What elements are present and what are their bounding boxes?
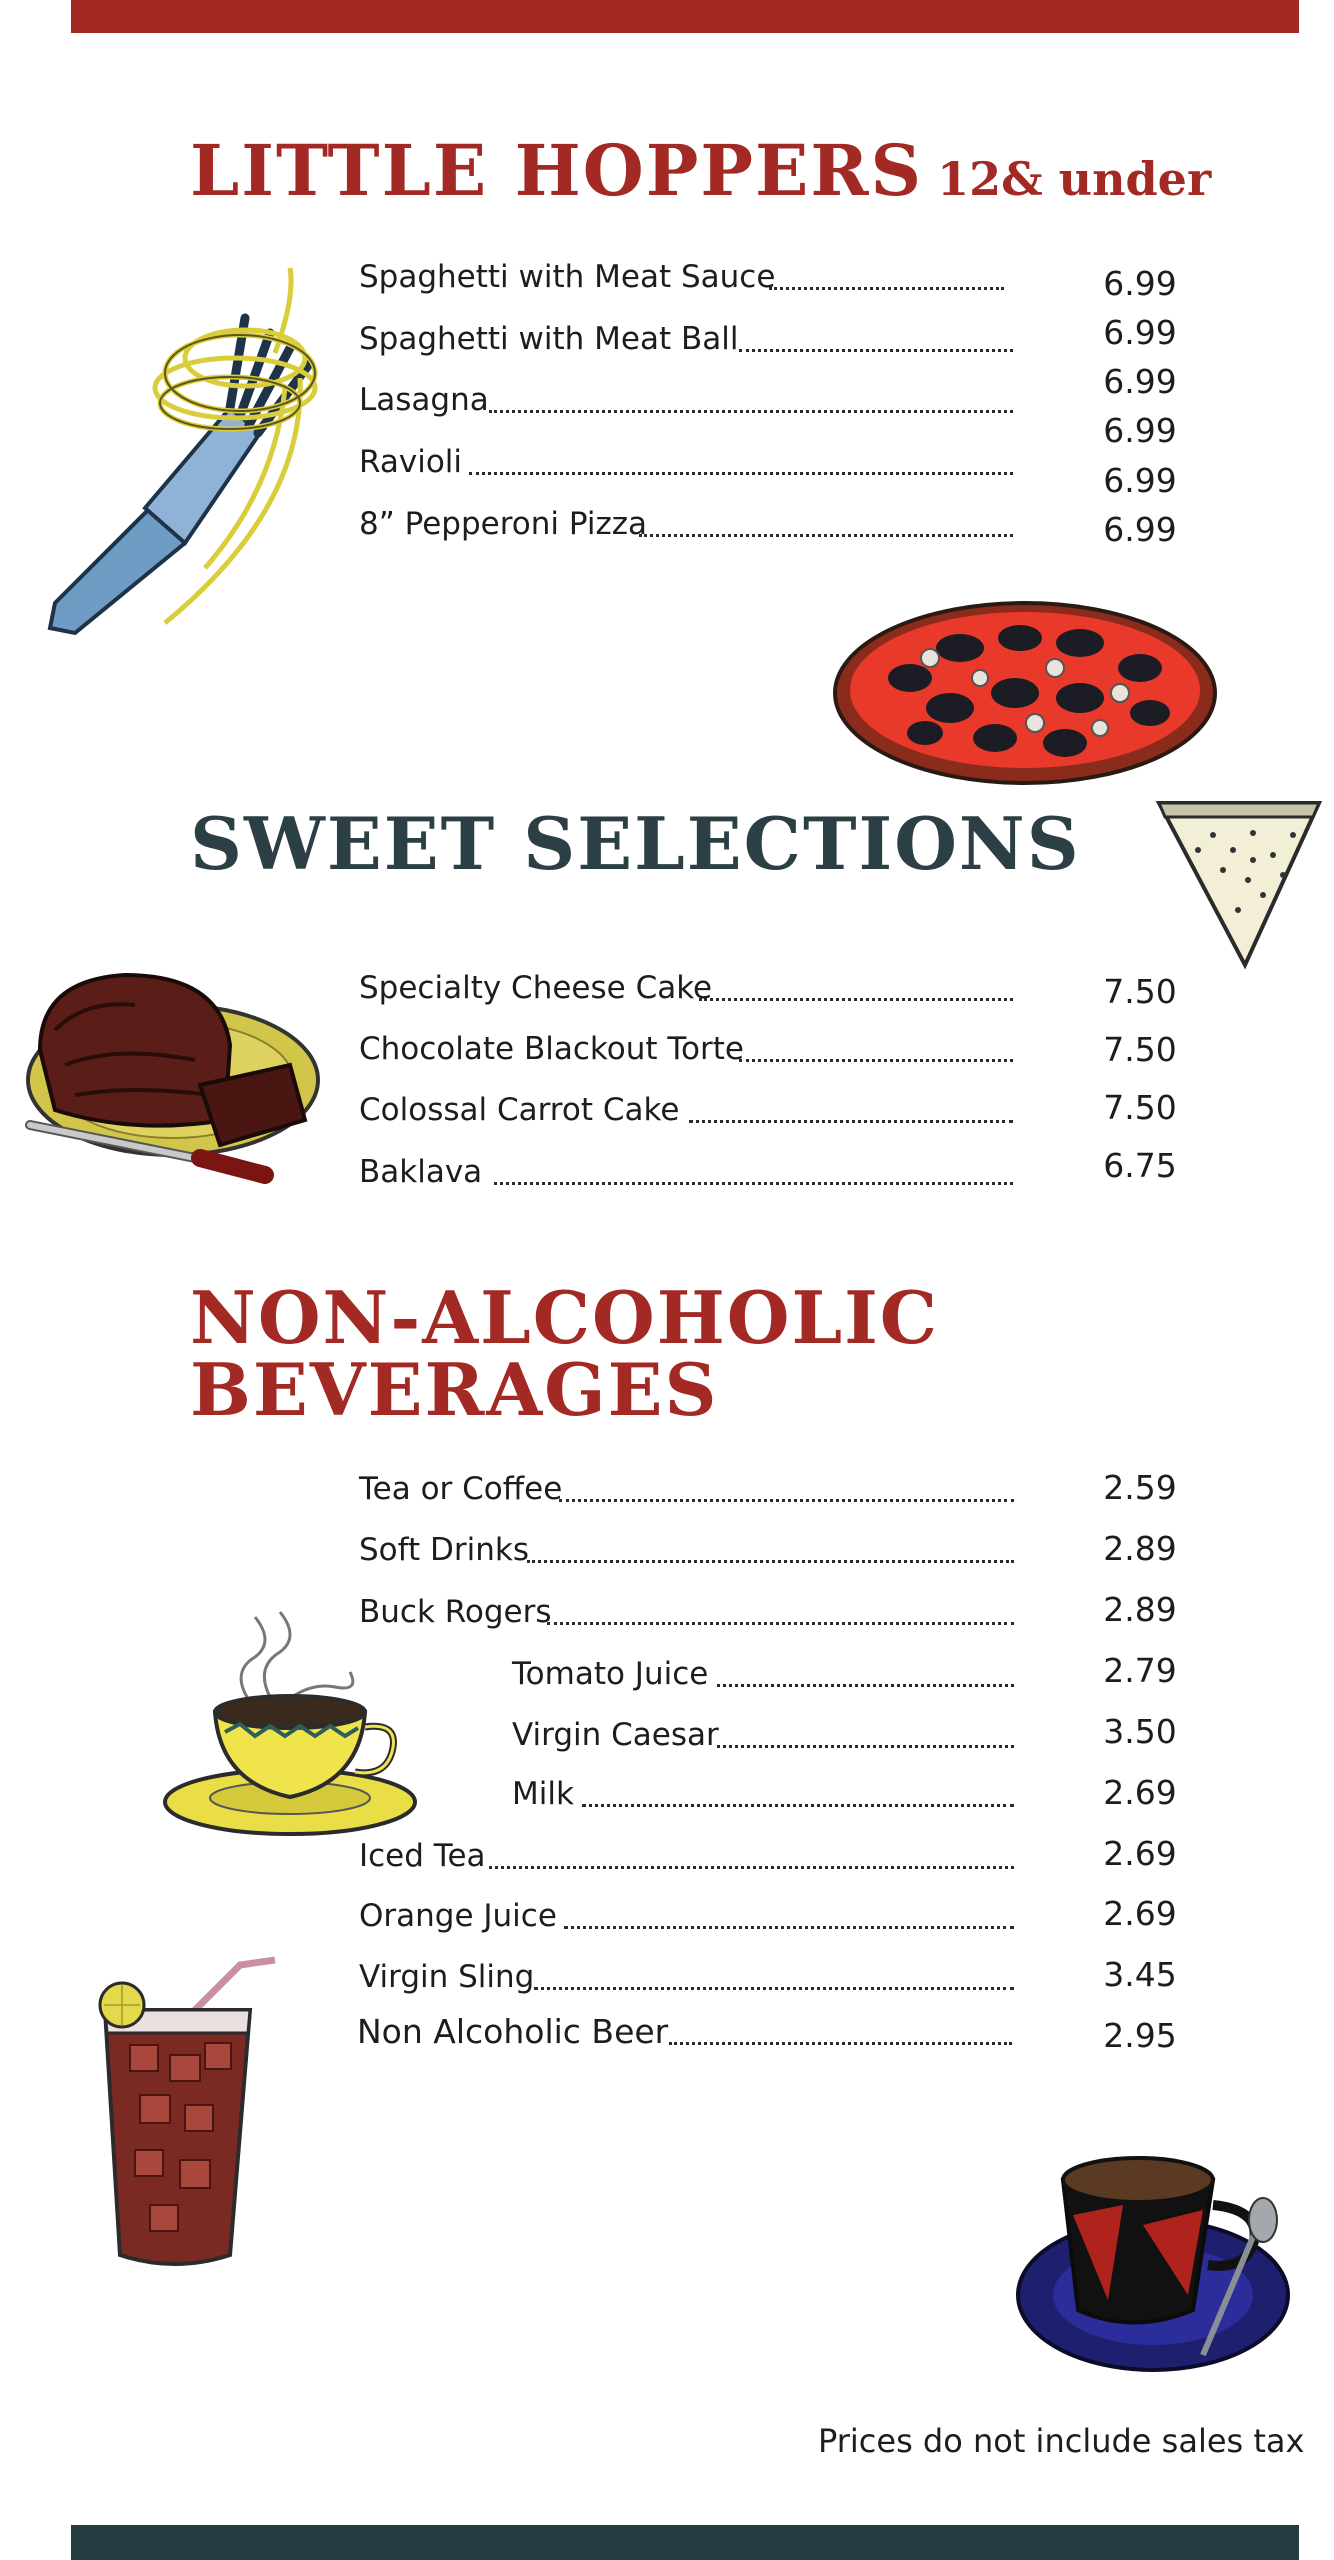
- menu-item-name: Lasagna: [359, 382, 489, 418]
- menu-item-name: Virgin Sling: [359, 1959, 535, 1995]
- teacup-icon: [160, 1602, 420, 1842]
- menu-item: [359, 1834, 1014, 1878]
- menu-item-price: 6.99: [1103, 461, 1177, 500]
- dot-leader: [582, 1801, 1014, 1807]
- menu-item-price: 2.89: [1103, 1529, 1177, 1568]
- menu-item: [359, 1467, 1014, 1511]
- bottom-accent-bar: [71, 2525, 1299, 2560]
- menu-item-price: 2.95: [1103, 2016, 1177, 2055]
- dot-leader: [564, 1923, 1014, 1929]
- dot-leader: [717, 1681, 1014, 1687]
- menu-item-price: 6.75: [1103, 1146, 1177, 1185]
- menu-item: [359, 317, 1013, 361]
- menu-item-name: Virgin Caesar: [512, 1717, 719, 1753]
- menu-item-name: Colossal Carrot Cake: [359, 1092, 680, 1128]
- coffee-mug-icon: [1013, 2135, 1303, 2375]
- section-title-beverages: [190, 1275, 940, 1432]
- dot-leader: [527, 1557, 1014, 1563]
- dot-leader: [739, 346, 1013, 352]
- dot-leader: [534, 1984, 1014, 1990]
- menu-item-price: 6.99: [1103, 313, 1177, 352]
- dot-leader: [689, 1117, 1013, 1123]
- top-accent-bar: [71, 0, 1299, 33]
- menu-item-name: Buck Rogers: [359, 1594, 552, 1630]
- dot-leader: [559, 1496, 1014, 1502]
- spaghetti-fork-icon: [35, 258, 325, 638]
- menu-item: [359, 1590, 1014, 1634]
- section-title-line: BEVERAGES: [190, 1347, 719, 1432]
- menu-item-price: 2.59: [1103, 1468, 1177, 1507]
- menu-item: [359, 1150, 1013, 1194]
- menu-item: [359, 1528, 1014, 1572]
- menu-item: [359, 255, 1004, 299]
- menu-item: [359, 1955, 1014, 1999]
- dot-leader: [717, 1742, 1014, 1748]
- menu-item: [512, 1652, 1014, 1696]
- menu-item-name: Specialty Cheese Cake: [359, 970, 713, 1006]
- dot-leader: [489, 1863, 1014, 1869]
- section-title-text: LITTLE HOPPERS: [190, 129, 924, 212]
- menu-item: [512, 1772, 1014, 1816]
- menu-item: [359, 1088, 1013, 1132]
- menu-item-price: 3.45: [1103, 1955, 1177, 1994]
- menu-item-name: Iced Tea: [359, 1838, 486, 1874]
- menu-item-name: Milk: [512, 1776, 574, 1812]
- menu-item-price: 7.50: [1103, 1088, 1177, 1127]
- dot-leader: [739, 1056, 1013, 1062]
- section-subtitle-age: 12& under: [937, 152, 1212, 206]
- menu-item-price: 7.50: [1103, 972, 1177, 1011]
- menu-item: [359, 440, 1013, 484]
- menu-item: [512, 1713, 1014, 1757]
- dot-leader: [494, 1179, 1013, 1185]
- menu-item-name: Tea or Coffee: [359, 1471, 563, 1507]
- menu-item: [359, 966, 1013, 1010]
- menu-item-price: 2.69: [1103, 1834, 1177, 1873]
- menu-item-price: 2.69: [1103, 1894, 1177, 1933]
- chocolate-cake-icon: [25, 970, 325, 1195]
- menu-item-name: Tomato Juice: [512, 1656, 709, 1692]
- section-title-sweet-selections: SWEET SELECTIONS: [190, 801, 1081, 886]
- section-title-line: NON-ALCOHOLIC: [190, 1275, 940, 1360]
- menu-item: [359, 502, 1013, 546]
- menu-item-name: Soft Drinks: [359, 1532, 530, 1568]
- dot-leader: [489, 407, 1013, 413]
- iced-tea-glass-icon: [90, 1955, 290, 2270]
- dot-leader: [699, 995, 1013, 1001]
- menu-item-price: 2.79: [1103, 1651, 1177, 1690]
- sales-tax-note: Prices do not include sales tax: [818, 2422, 1305, 2460]
- menu-item-name: Non Alcoholic Beer: [357, 2012, 669, 2051]
- cheesecake-slice-icon: [1153, 795, 1325, 970]
- menu-item-price: 7.50: [1103, 1030, 1177, 1069]
- menu-item: [359, 378, 1013, 422]
- menu-item-name: Spaghetti with Meat Ball: [359, 321, 739, 357]
- menu-item-price: 2.69: [1103, 1773, 1177, 1812]
- pizza-icon: [830, 598, 1220, 788]
- menu-item-price: 6.99: [1103, 510, 1177, 549]
- menu-item-name: Baklava: [359, 1154, 483, 1190]
- menu-item-name: Chocolate Blackout Torte: [359, 1031, 744, 1067]
- menu-item-price: 6.99: [1103, 264, 1177, 303]
- menu-item-name: Orange Juice: [359, 1898, 557, 1934]
- dot-leader: [669, 2039, 1012, 2045]
- dot-leader: [469, 469, 1013, 475]
- menu-item-name: Ravioli: [359, 444, 463, 480]
- menu-item: [357, 2010, 1012, 2054]
- dot-leader: [639, 531, 1013, 537]
- menu-item-price: 2.89: [1103, 1590, 1177, 1629]
- menu-item-name: 8” Pepperoni Pizza: [359, 506, 648, 542]
- dot-leader: [547, 1619, 1014, 1625]
- menu-item: [359, 1894, 1014, 1938]
- menu-item: [359, 1027, 1013, 1071]
- menu-item-price: 3.50: [1103, 1712, 1177, 1751]
- menu-item-price: 6.99: [1103, 411, 1177, 450]
- menu-item-name: Spaghetti with Meat Sauce: [359, 259, 776, 295]
- section-title-little-hoppers: [190, 129, 1212, 212]
- dot-leader: [769, 284, 1004, 290]
- menu-item-price: 6.99: [1103, 362, 1177, 401]
